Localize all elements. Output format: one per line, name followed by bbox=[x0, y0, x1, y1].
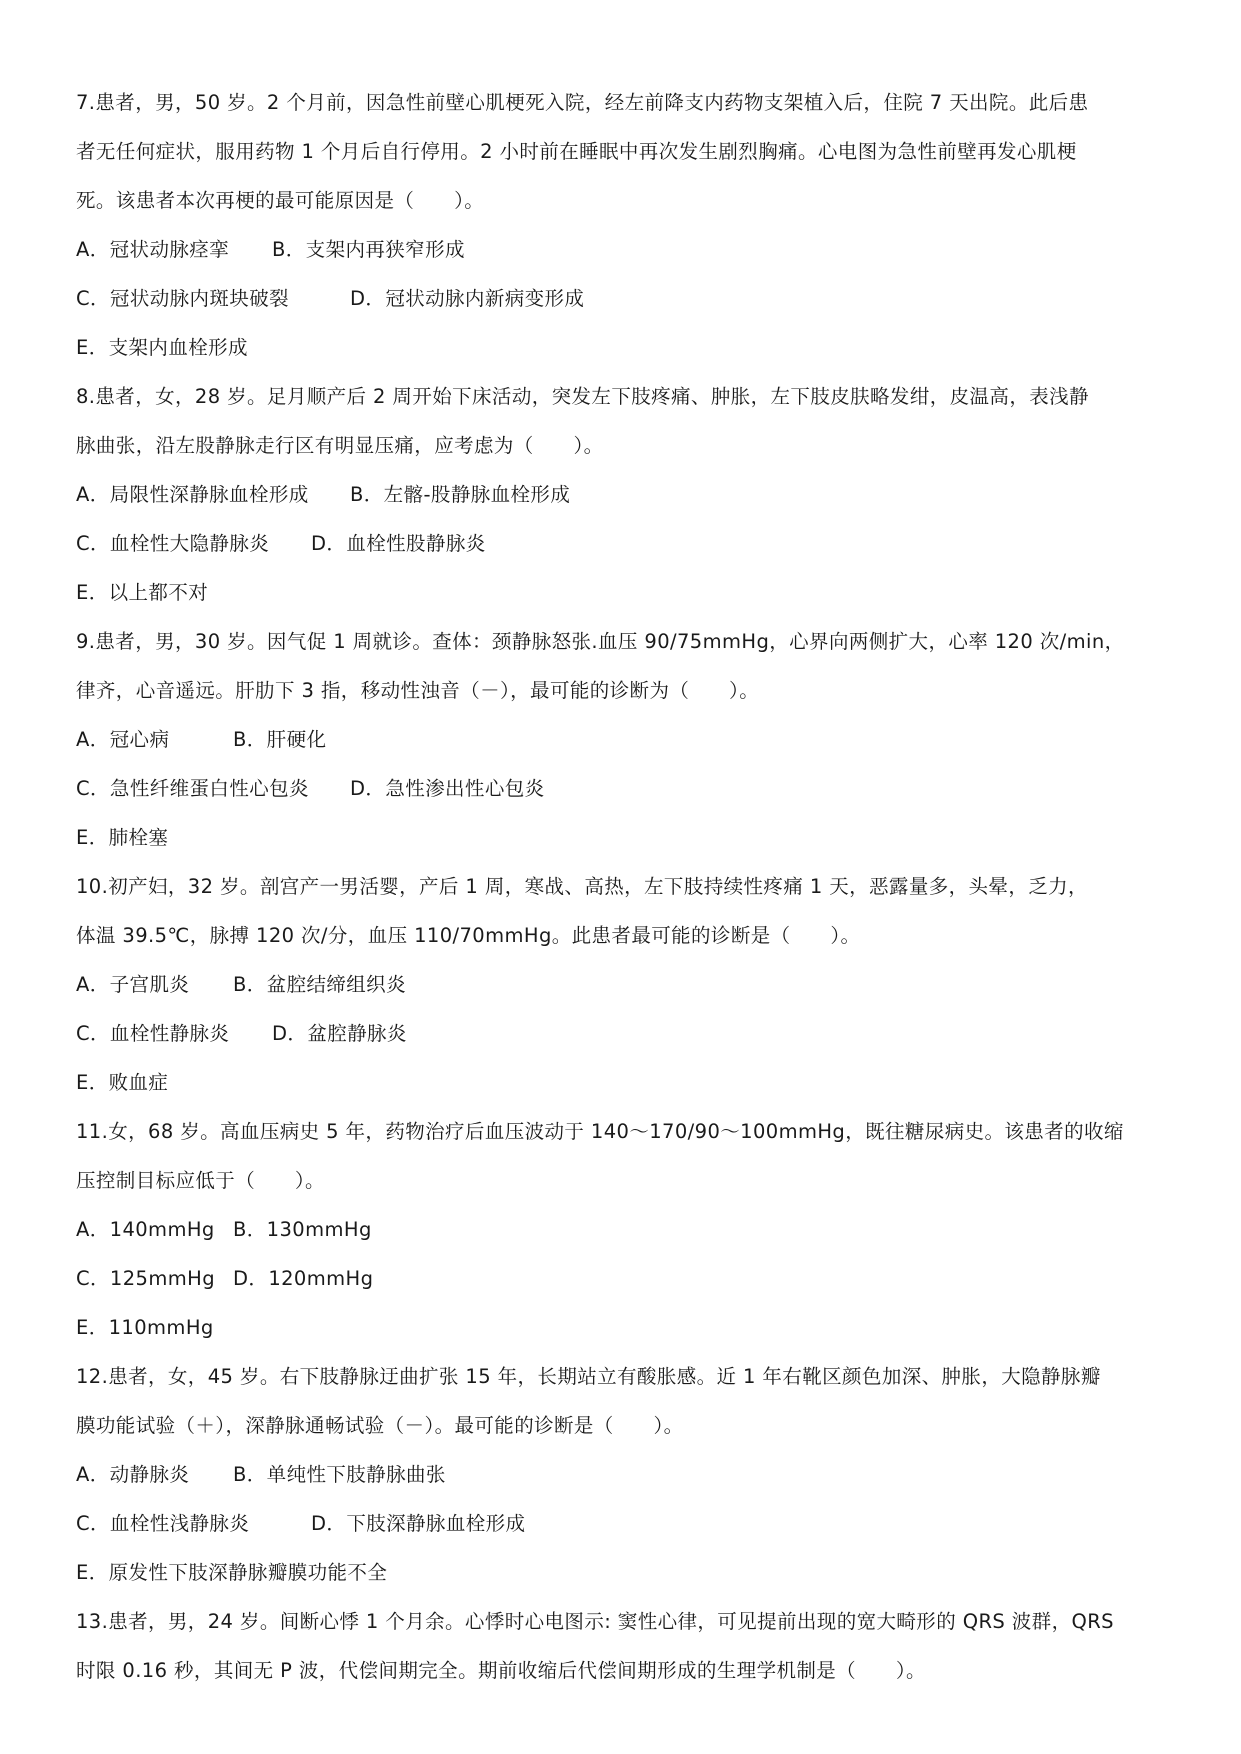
option-c: C．血栓性浅静脉炎 bbox=[76, 1512, 250, 1535]
option-e: E．肺栓塞 bbox=[76, 826, 169, 849]
option-c: C．血栓性静脉炎 bbox=[76, 1022, 230, 1045]
question-12 bbox=[76, 1352, 1176, 1597]
question-8 bbox=[76, 372, 1176, 617]
option-row bbox=[76, 274, 1176, 323]
question-stem: 律齐，心音遥远。肝肋下 3 指，移动性浊音（－），最可能的诊断为（ ）。 bbox=[76, 679, 760, 702]
option-d: D．盆腔静脉炎 bbox=[272, 1022, 407, 1045]
option-c: C．125mmHg bbox=[76, 1267, 215, 1290]
question-stem: 脉曲张，沿左股静脉走行区有明显压痛，应考虑为（ ）。 bbox=[76, 434, 604, 457]
question-stem: 13.患者，男，24 岁。间断心悸 1 个月余。心悸时心电图示: 窦性心律，可见提前出现的宽大畸形的 QRS 波群，QRS bbox=[76, 1610, 1114, 1633]
option-d: D．120mmHg bbox=[233, 1267, 374, 1290]
question-9 bbox=[76, 617, 1176, 862]
option-e: E．败血症 bbox=[76, 1071, 169, 1094]
option-d: D．下肢深静脉血栓形成 bbox=[311, 1512, 526, 1535]
question-stem: 10.初产妇，32 岁。剖宫产一男活婴，产后 1 周，寒战、高热，左下肢持续性疼痛 1 天，恶露量多，头晕，乏力， bbox=[76, 875, 1088, 898]
option-c: C．血栓性大隐静脉炎 bbox=[76, 532, 270, 555]
option-b: B．肝硬化 bbox=[233, 728, 327, 751]
question-stem: 7.患者，男，50 岁。2 个月前，因急性前壁心肌梗死入院，经左前降支内药物支架植入后，住院 7 天出院。此后患 bbox=[76, 91, 1089, 114]
question-stem: 11.女，68 岁。高血压病史 5 年，药物治疗后血压波动于 140～170/90～100mmHg，既往糖尿病史。该患者的收缩 bbox=[76, 1120, 1124, 1143]
option-e: E．110mmHg bbox=[76, 1316, 214, 1339]
question-stem: 9.患者，男，30 岁。因气促 1 周就诊。查体：颈静脉怒张.血压 90/75mmHg，心界向两侧扩大，心率 120 次/min， bbox=[76, 630, 1125, 653]
option-row bbox=[76, 1009, 1176, 1058]
option-a: A．子宫肌炎 bbox=[76, 973, 190, 996]
option-e: E．以上都不对 bbox=[76, 581, 209, 604]
option-a: A．局限性深静脉血栓形成 bbox=[76, 483, 309, 506]
option-row bbox=[76, 1499, 1176, 1548]
option-a: A．冠状动脉痉挛 bbox=[76, 238, 230, 261]
option-row bbox=[76, 715, 1176, 764]
question-7 bbox=[76, 78, 1176, 372]
option-e: E．原发性下肢深静脉瓣膜功能不全 bbox=[76, 1561, 388, 1584]
question-stem: 体温 39.5℃，脉搏 120 次/分，血压 110/70mmHg。此患者最可能的诊断是（ ）。 bbox=[76, 924, 861, 947]
option-row bbox=[76, 470, 1176, 519]
question-stem: 死。该患者本次再梗的最可能原因是（ ）。 bbox=[76, 189, 485, 212]
option-a: A．140mmHg bbox=[76, 1218, 215, 1241]
question-10 bbox=[76, 862, 1176, 1107]
option-row bbox=[76, 225, 1176, 274]
question-stem: 8.患者，女，28 岁。足月顺产后 2 周开始下床活动，突发左下肢疼痛、肿胀，左下肢皮肤略发绀，皮温高，表浅静 bbox=[76, 385, 1089, 408]
option-a: A．动静脉炎 bbox=[76, 1463, 190, 1486]
question-stem: 时限 0.16 秒，其间无 P 波，代偿间期完全。期前收缩后代偿间期形成的生理学机制是（ ）。 bbox=[76, 1659, 926, 1682]
option-e: E．支架内血栓形成 bbox=[76, 336, 248, 359]
option-row bbox=[76, 960, 1176, 1009]
option-c: C．急性纤维蛋白性心包炎 bbox=[76, 777, 309, 800]
question-stem: 膜功能试验（＋），深静脉通畅试验（－）。最可能的诊断是（ ）。 bbox=[76, 1414, 684, 1437]
option-c: C．冠状动脉内斑块破裂 bbox=[76, 287, 290, 310]
option-b: B．130mmHg bbox=[233, 1218, 372, 1241]
option-d: D．急性渗出性心包炎 bbox=[350, 777, 545, 800]
option-row bbox=[76, 1450, 1176, 1499]
question-stem: 压控制目标应低于（ ）。 bbox=[76, 1169, 325, 1192]
option-a: A．冠心病 bbox=[76, 728, 170, 751]
question-stem: 12.患者，女，45 岁。右下肢静脉迂曲扩张 15 年，长期站立有酸胀感。近 1 年右靴区颜色加深、肿胀，大隐静脉瓣 bbox=[76, 1365, 1101, 1388]
option-d: D．血栓性股静脉炎 bbox=[311, 532, 486, 555]
option-d: D．冠状动脉内新病变形成 bbox=[350, 287, 585, 310]
option-row bbox=[76, 519, 1176, 568]
option-b: B．盆腔结缔组织炎 bbox=[233, 973, 406, 996]
option-row bbox=[76, 1254, 1176, 1303]
question-11 bbox=[76, 1107, 1176, 1352]
exam-page bbox=[76, 78, 1176, 1695]
question-stem: 者无任何症状，服用药物 1 个月后自行停用。2 小时前在睡眠中再次发生剧烈胸痛。心电图为急性前壁再发心肌梗 bbox=[76, 140, 1077, 163]
option-b: B．单纯性下肢静脉曲张 bbox=[233, 1463, 446, 1486]
option-row bbox=[76, 1205, 1176, 1254]
option-row bbox=[76, 764, 1176, 813]
question-13 bbox=[76, 1597, 1176, 1695]
option-b: B．左髂-股静脉血栓形成 bbox=[350, 483, 571, 506]
option-b: B．支架内再狭窄形成 bbox=[272, 238, 465, 261]
